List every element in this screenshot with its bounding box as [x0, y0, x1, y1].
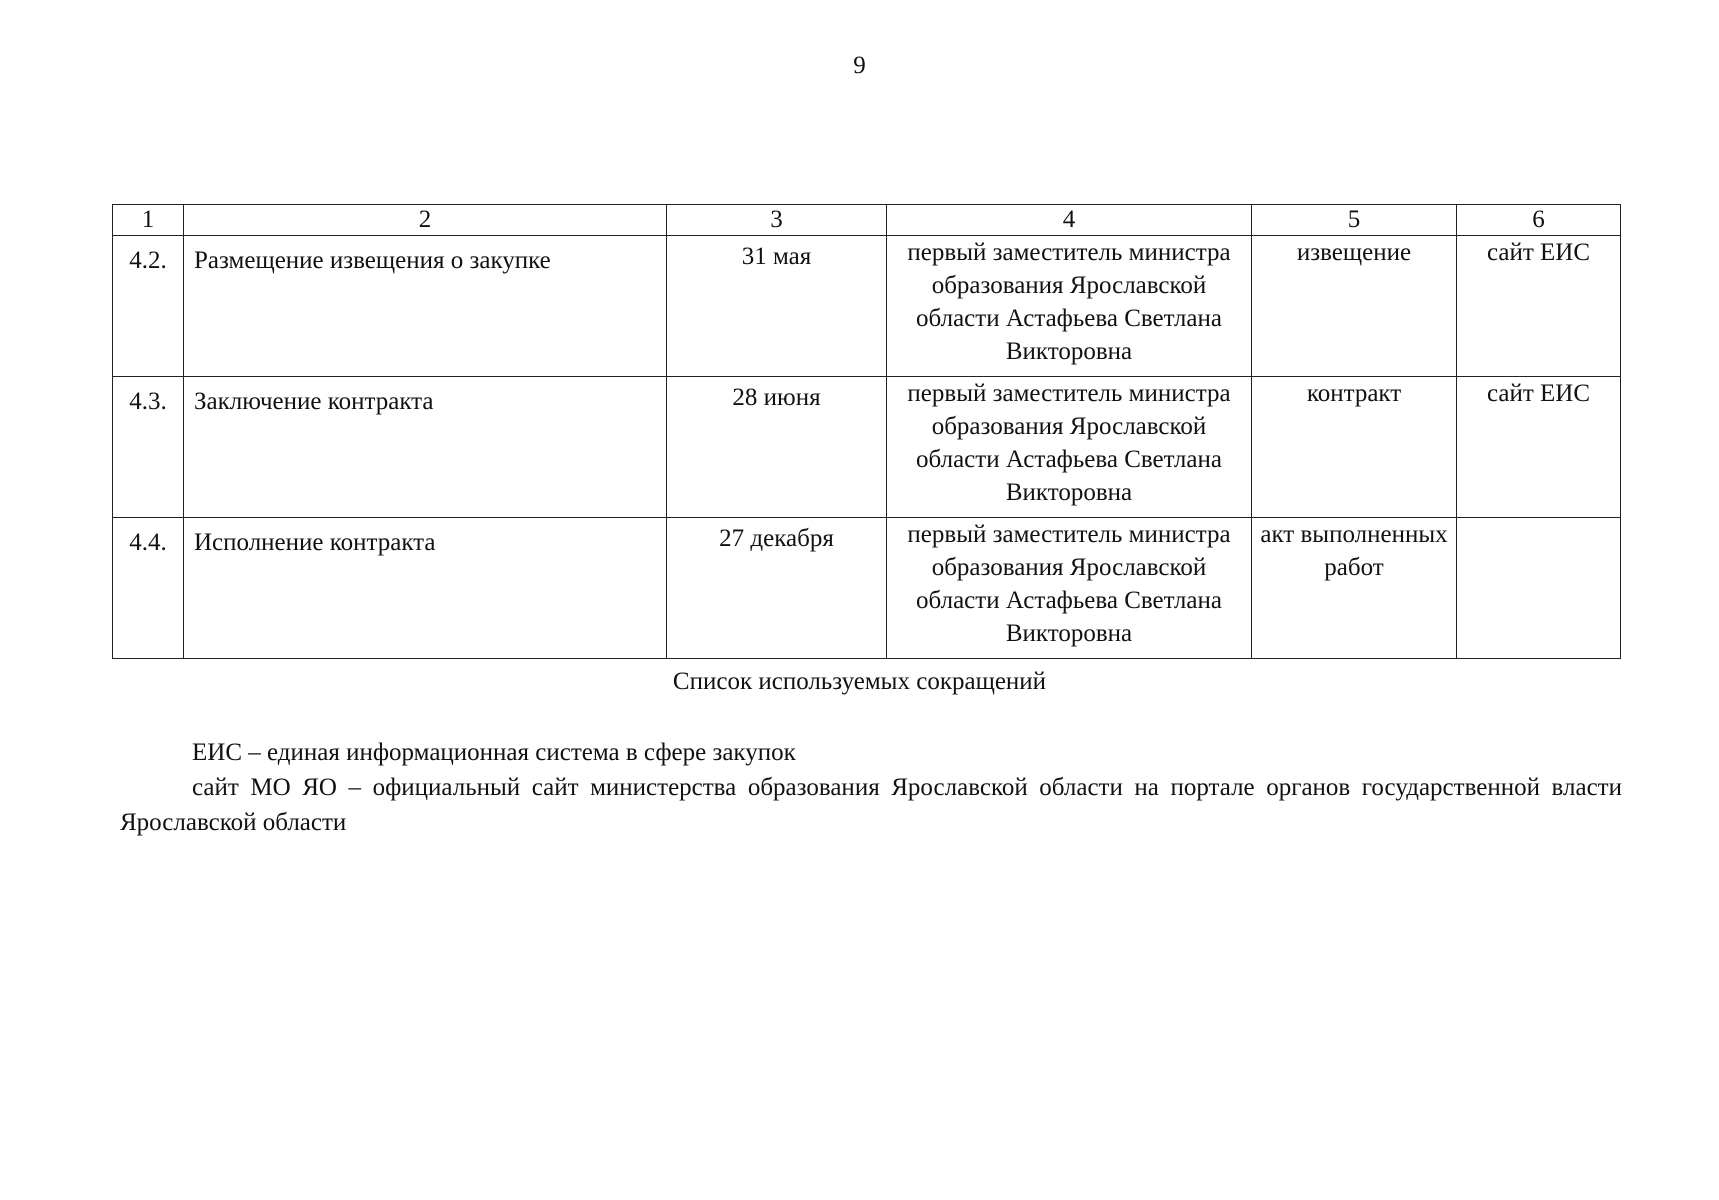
- row-number: 4.2.: [113, 236, 184, 377]
- row-deadline: 31 мая: [667, 236, 887, 377]
- abbreviations-list: [120, 735, 1622, 840]
- schedule-table-container: [112, 204, 1620, 659]
- row-deadline: 28 июня: [667, 377, 887, 518]
- row-document: контракт: [1252, 377, 1457, 518]
- row-number: 4.4.: [113, 518, 184, 659]
- table-header-cell: 4: [887, 205, 1252, 236]
- row-document: акт выполненных работ: [1252, 518, 1457, 659]
- row-responsible: первый заместитель министра образования Ярославской области Астафьева Светлана Викторовна: [887, 377, 1252, 518]
- table-header-cell: 5: [1252, 205, 1457, 236]
- row-publication-place: [1457, 518, 1621, 659]
- table-header-cell: 1: [113, 205, 184, 236]
- page-number: 9: [853, 52, 866, 79]
- row-responsible: первый заместитель министра образования Ярославской области Астафьева Светлана Викторовна: [887, 518, 1252, 659]
- row-deadline: 27 декабря: [667, 518, 887, 659]
- table-row: [113, 236, 1621, 377]
- schedule-table: [112, 204, 1621, 659]
- row-stage-name: Размещение извещения о закупке: [184, 236, 667, 377]
- row-stage-name: Исполнение контракта: [184, 518, 667, 659]
- table-row: [113, 518, 1621, 659]
- table-header-cell: 3: [667, 205, 887, 236]
- table-header-cell: 6: [1457, 205, 1621, 236]
- row-stage-name: Заключение контракта: [184, 377, 667, 518]
- row-publication-place: сайт ЕИС: [1457, 236, 1621, 377]
- table-header-cell: 2: [184, 205, 667, 236]
- abbreviations-title: Список используемых сокращений: [672, 668, 1047, 695]
- abbreviation-item: сайт МО ЯО – официальный сайт министерства образования Ярославской области на портале органов государственной власти Ярославской области: [120, 774, 1622, 836]
- row-publication-place: сайт ЕИС: [1457, 377, 1621, 518]
- table-header-row: [113, 205, 1621, 236]
- row-responsible: первый заместитель министра образования Ярославской области Астафьева Светлана Викторовна: [887, 236, 1252, 377]
- abbreviation-item: ЕИС – единая информационная система в сфере закупок: [192, 739, 796, 766]
- row-document: извещение: [1252, 236, 1457, 377]
- table-row: [113, 377, 1621, 518]
- row-number: 4.3.: [113, 377, 184, 518]
